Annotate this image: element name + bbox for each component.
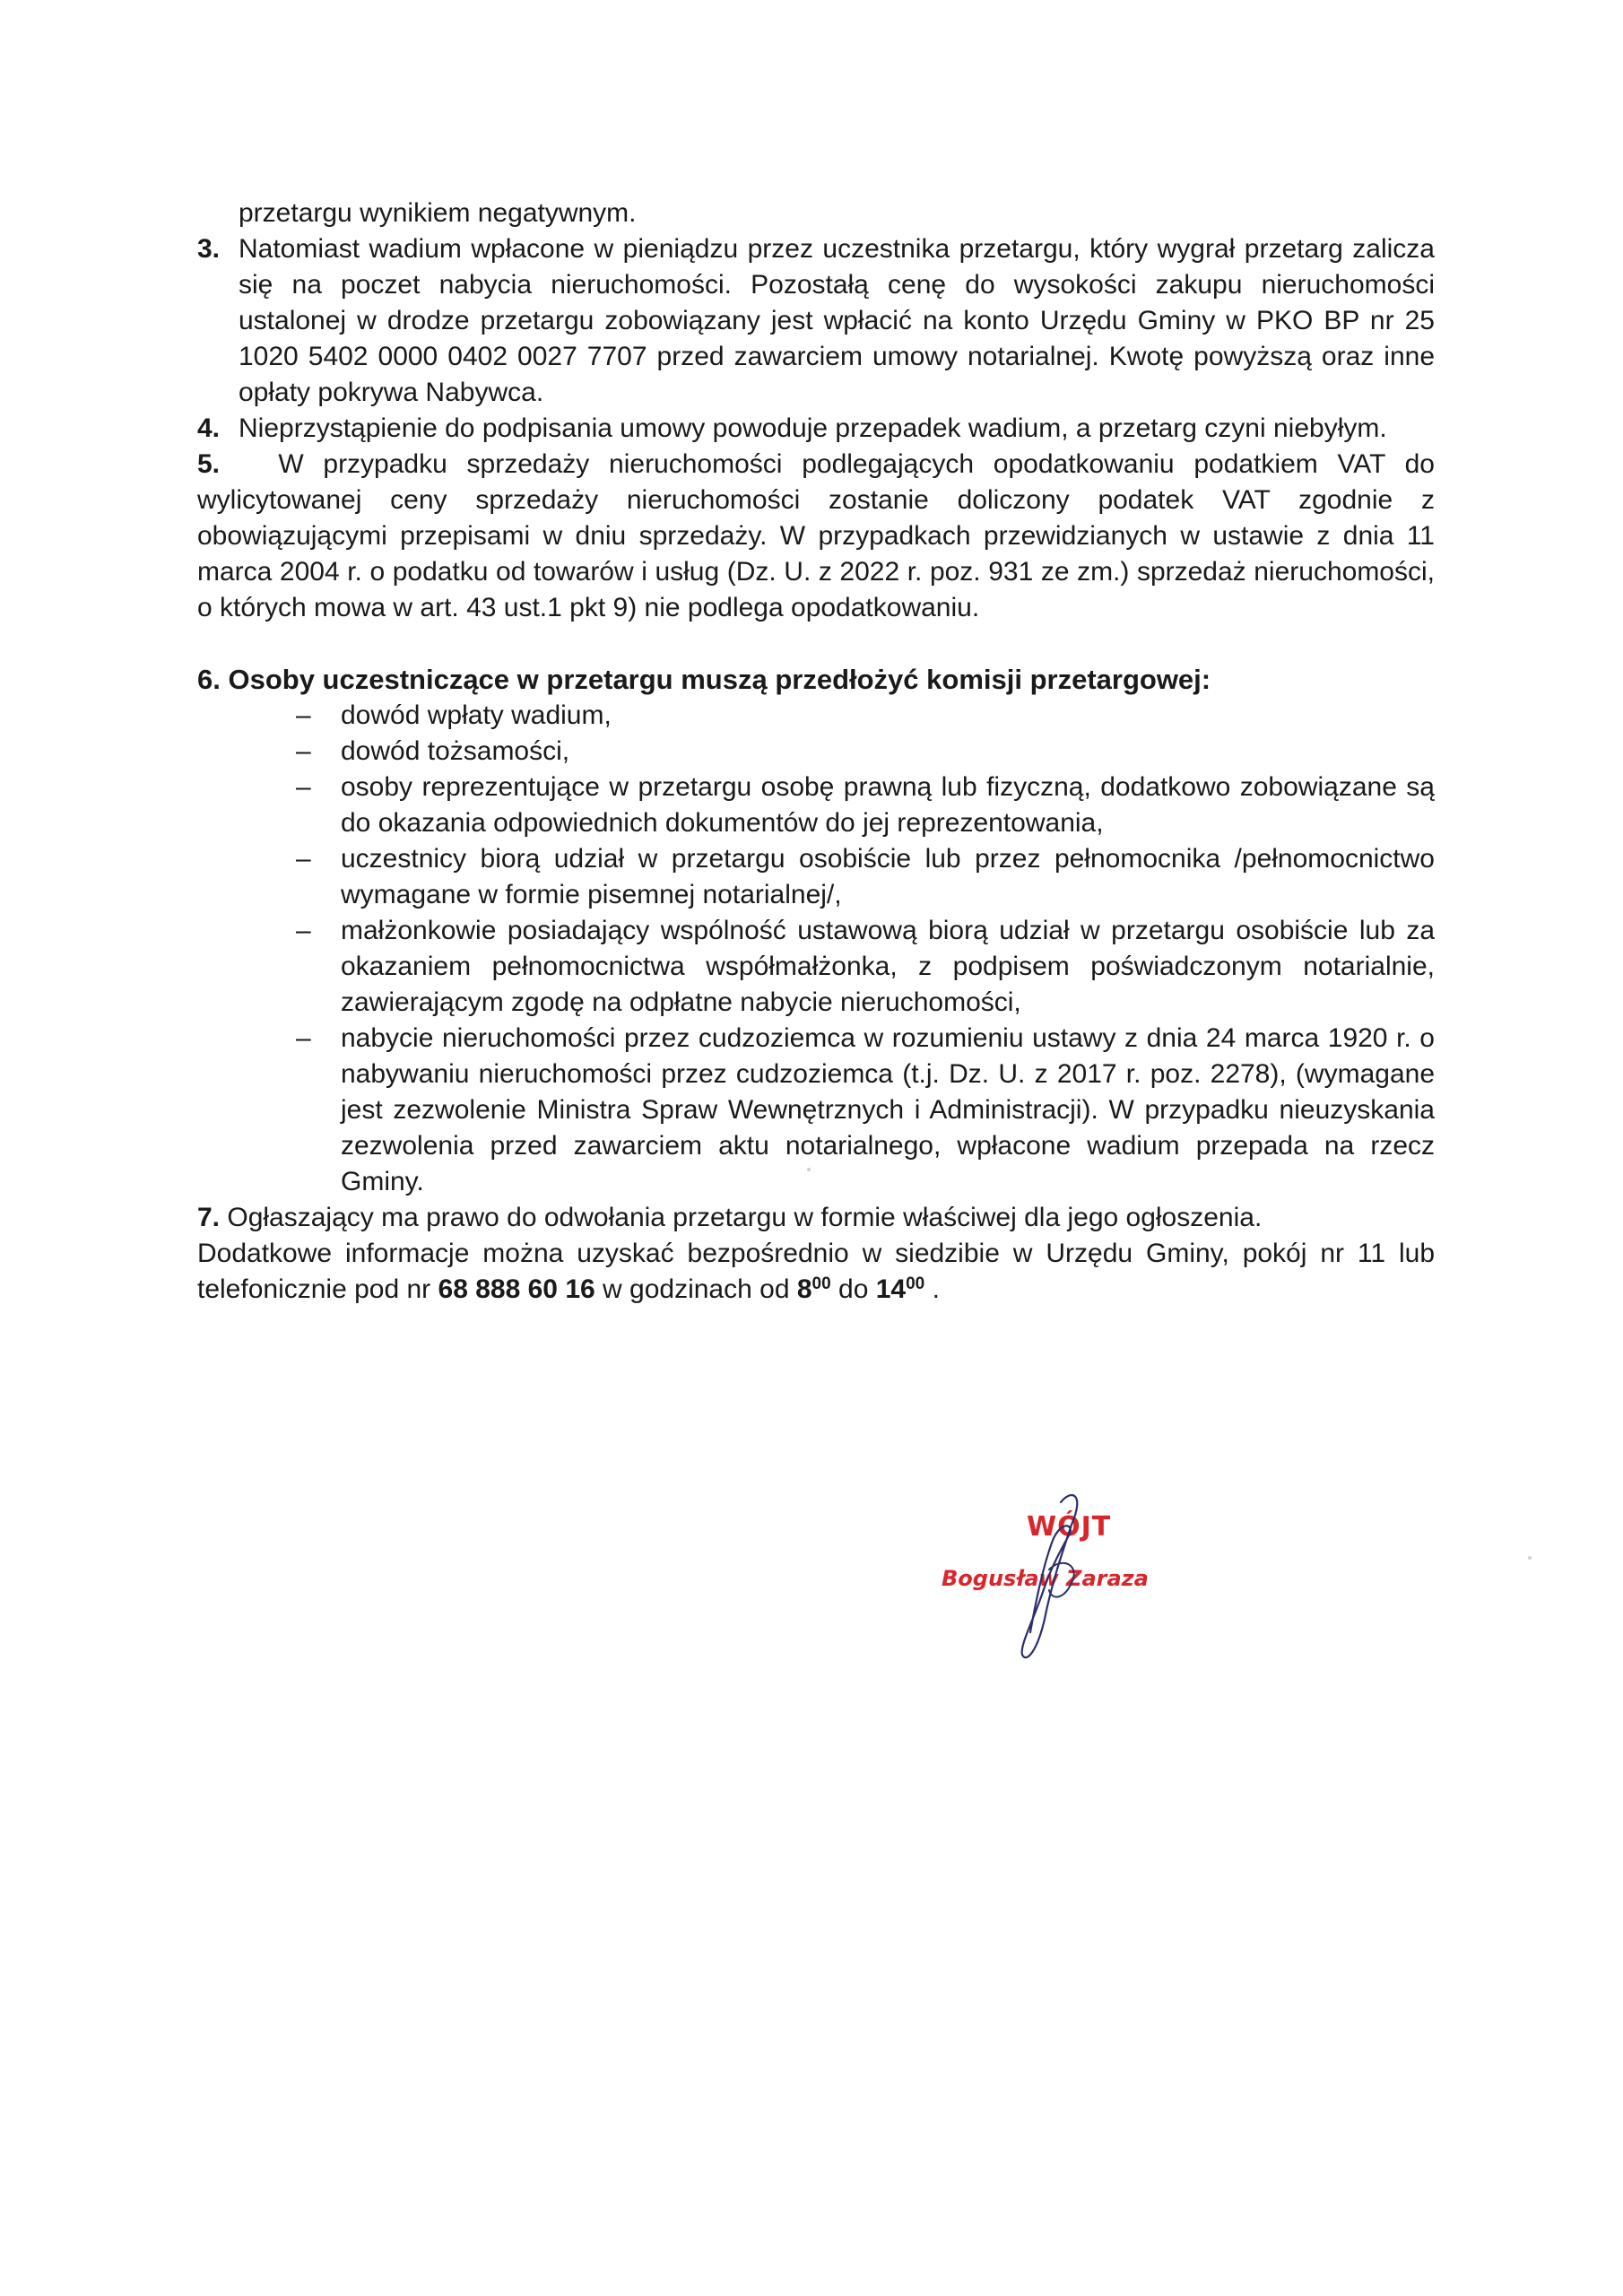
- requirement-item: [197, 734, 1435, 770]
- signature-stamp: [937, 1484, 1206, 1673]
- paragraph-4-text: Nieprzystąpienie do podpisania umowy powoduje przepadek wadium, a przetarg czyni niebyłym.: [239, 413, 1387, 443]
- dash-bullet: –: [296, 844, 311, 874]
- requirement-item: [197, 698, 1435, 734]
- paragraph-3: [197, 231, 1435, 411]
- requirement-item: [197, 770, 1435, 841]
- paragraph-3-text: Natomiast wadium wpłacone w pieniądzu przez uczestnika przetargu, który wygrał przetarg zalicza się na poczet nabycia nieruchomości. Pozostałą cenę do wysokości zakupu nieruchomości ustalonej w drodze przetargu zobowiązany jest wpłacić na konto Urzędu Gminy w PKO BP nr 25 1020 5402 0000 0402 0027 7707 przed zawarciem umowy notarialnej. Kwotę powyższą oraz inne opłaty pokrywa Nabywca.: [239, 234, 1435, 407]
- paragraph-5: [197, 447, 1435, 626]
- stamp-name: Bogusław Zaraza: [942, 1566, 1149, 1591]
- requirement-item: [197, 913, 1435, 1021]
- phone-number: 68 888 60 16: [438, 1274, 595, 1304]
- hour-from-minutes: 00: [812, 1274, 831, 1293]
- dash-bullet: –: [296, 772, 311, 802]
- handwritten-signature: [937, 1484, 1206, 1673]
- requirement-text: małżonkowie posiadający wspólność ustawową biorą udział w przetargu osobiście lub za okazaniem pełnomocnictwa współmałżonka, z podpisem poświadczonym notarialnie, zawierającym zgodę na odpłatne nabycie nieruchomości,: [341, 916, 1435, 1017]
- dash-bullet: –: [296, 700, 311, 730]
- contact-text: Dodatkowe informacje można uzyskać bezpośrednio w siedzibie w Urzędu Gminy, pokój nr 11 lub telefonicznie pod nr: [197, 1239, 1435, 1304]
- requirement-text: nabycie nieruchomości przez cudzoziemca w rozumieniu ustawy z dnia 24 marca 1920 r. o nabywaniu nieruchomości przez cudzoziemca (t.j. Dz. U. z 2017 r. poz. 2278), (wymagane jest zezwolenie Ministra Spraw Wewnętrznych i Administracji). W przypadku nieuzyskania zezwolenia przed zawarciem aktu notarialnego, wpłacone wadium przepada na rzecz Gminy.: [341, 1023, 1435, 1196]
- contact-info: [197, 1236, 1435, 1308]
- hour-to-minutes: 00: [906, 1274, 925, 1293]
- requirement-text: osoby reprezentujące w przetargu osobę prawną lub fizyczną, dodatkowo zobowiązane są do okazania odpowiednich dokumentów do jej reprezentowania,: [341, 772, 1435, 838]
- requirement-text: dowód tożsamości,: [341, 736, 570, 766]
- requirement-item: [197, 841, 1435, 913]
- requirement-text: dowód wpłaty wadium,: [341, 700, 612, 730]
- contact-hours-text: w godzinach od: [595, 1274, 797, 1304]
- stamp-title: WÓJT: [1027, 1511, 1112, 1543]
- contact-to-text: do: [830, 1274, 876, 1304]
- section-6-heading: 6. Osoby uczestniczące w przetargu muszą przedłożyć komisji przetargowej:: [197, 664, 1211, 695]
- requirement-item: [197, 1021, 1435, 1200]
- paragraph-4: [197, 411, 1435, 447]
- dash-bullet: –: [296, 736, 311, 766]
- scan-speck: [1528, 1556, 1532, 1560]
- hour-to: 14: [875, 1274, 907, 1304]
- scan-speck: [807, 1168, 811, 1171]
- requirement-text: uczestnicy biorą udział w przetargu osobiście lub przez pełnomocnika /pełnomocnictwo wymagane w formie pisemnej notarialnej/,: [341, 844, 1435, 909]
- requirements-list: [197, 698, 1435, 1200]
- paragraph-3-number: 3.: [197, 234, 221, 264]
- dash-bullet: –: [296, 1023, 311, 1053]
- intro-line: przetargu wynikiem negatywnym.: [239, 198, 637, 228]
- document-body: [197, 196, 1435, 1308]
- paragraph-4-number: 4.: [197, 413, 221, 443]
- paragraph-5-text: W przypadku sprzedaży nieruchomości podlegających opodatkowaniu podatkiem VAT do wylicytowanej ceny sprzedaży nieruchomości zostanie doliczony podatek VAT zgodnie z obowiązującymi przepisami w dniu sprzedaży. W przypadkach przewidzianych w ustawie z dnia 11 marca 2004 r. o podatku od towarów i usług (Dz. U. z 2022 r. poz. 931 ze zm.) sprzedaż nieruchomości, o których mowa w art. 43 ust.1 pkt 9) nie podlega opodatkowaniu.: [197, 449, 1435, 622]
- paragraph-7-number: 7.: [197, 1203, 221, 1232]
- hour-from: 8: [796, 1274, 812, 1304]
- dash-bullet: –: [296, 916, 311, 945]
- paragraph-7-text: Ogłaszający ma prawo do odwołania przetargu w formie właściwej dla jego ogłoszenia.: [227, 1203, 1263, 1232]
- paragraph-5-number: 5.: [197, 449, 221, 479]
- contact-end: .: [924, 1274, 940, 1304]
- paragraph-7: [197, 1200, 1435, 1236]
